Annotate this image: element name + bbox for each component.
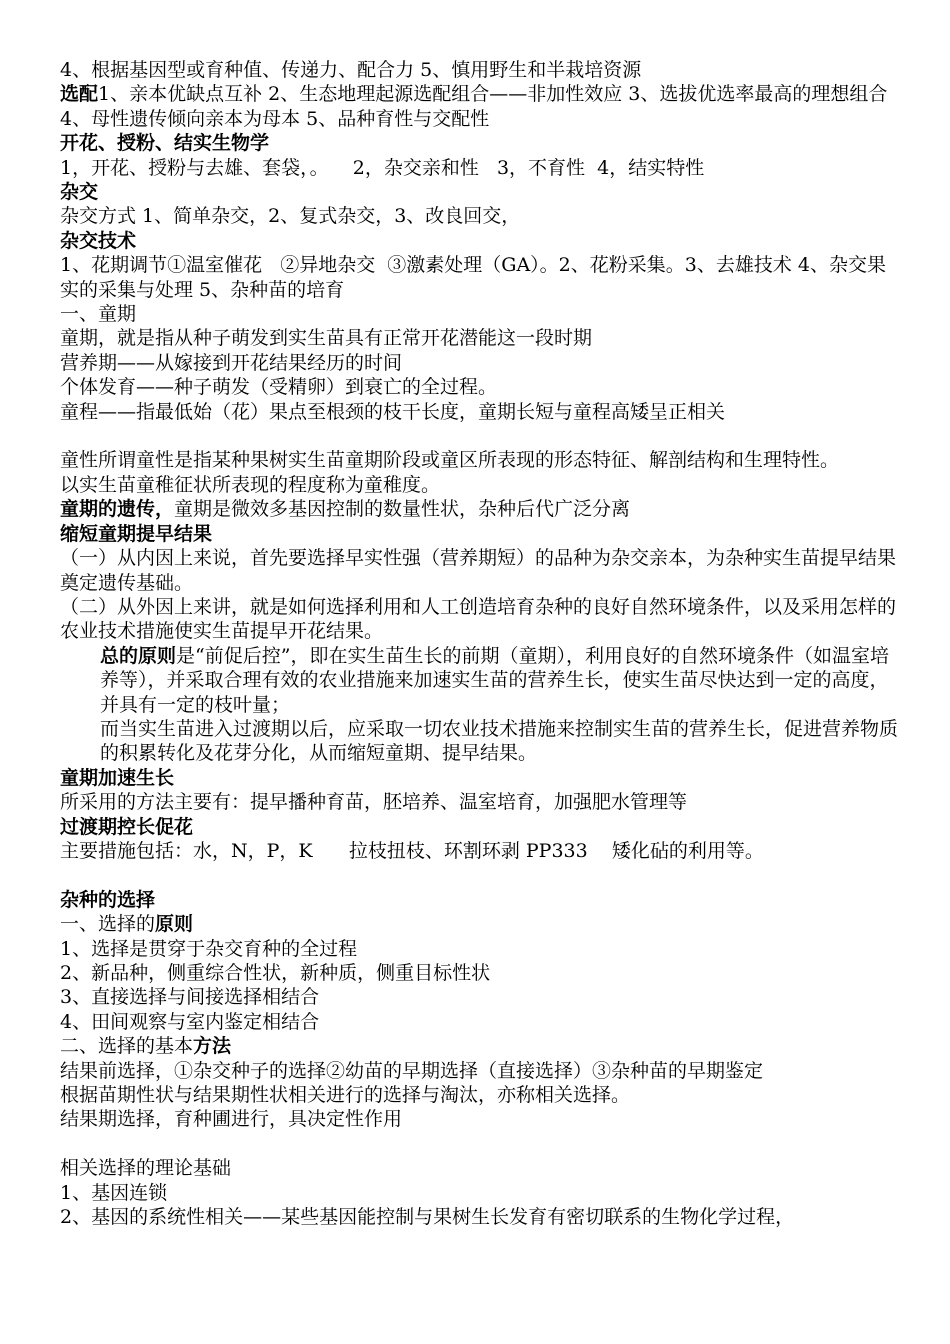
paragraph-text: 而当实生苗进入过渡期以后，应采取一切农业技术措施来控制实生苗的营养生长，促进营养物质的积累转化及花芽分化，从而缩短童期、提早结果。 bbox=[100, 717, 899, 765]
list-item: 3、直接选择与间接选择相结合 bbox=[60, 986, 320, 1009]
section-heading: 杂交 bbox=[60, 181, 99, 204]
section-heading: 杂交技术 bbox=[60, 229, 137, 252]
list-item: 2、新品种，侧重综合性状，新种质，侧重目标性状 bbox=[60, 962, 491, 984]
list-item: 4、田间观察与室内鉴定相结合 bbox=[60, 1010, 320, 1033]
text-line: 结果前选择，①杂交种子的选择②幼苗的早期选择（直接选择）③杂种苗的早期鉴定 bbox=[60, 1059, 764, 1082]
paragraph-text: 是“前促后控”，即在实生苗生长的前期（童期），利用良好的自然环境条件（如温室培养等），并采取合理有效的农业措施来加速实生苗的营养生长，使实生苗尽快达到一定的高度，并具有一定的枝叶量； bbox=[100, 644, 889, 716]
list-item: 2、基因的系统性相关——某些基因能控制与果树生长发育有密切联系的生物化学过程， bbox=[60, 1206, 795, 1229]
text-line: 童程——指最低始（花）果点至根颈的枝干长度，童期长短与童程高矮呈正相关 bbox=[60, 400, 726, 423]
paragraph-juvenile-genetics bbox=[60, 497, 900, 521]
subheading-prefix: 二、选择的基本 bbox=[60, 1035, 194, 1058]
blank-line bbox=[60, 424, 900, 448]
text-line: 根据苗期性状与结果期性状相关进行的选择与淘汰，亦称相关选择。 bbox=[60, 1084, 631, 1107]
subheading-principles bbox=[60, 912, 900, 936]
section-heading: 缩短童期提早结果 bbox=[60, 522, 213, 545]
paragraph-text: （二）从外因上来讲，就是如何选择利用和人工创造培育杂种的良好自然环境条件，以及采用怎样的农业技术措施使实生苗提早开花结果。 bbox=[60, 595, 897, 643]
subheading-prefix: 一、选择的 bbox=[60, 913, 156, 936]
document-page bbox=[60, 58, 900, 1229]
paragraph-text: （一）从内因上来说，首先要选择早实性强（营养期短）的品种为杂交亲本，为杂种实生苗提早结果奠定遗传基础。 bbox=[60, 547, 897, 594]
paragraph-general-principle bbox=[60, 644, 900, 717]
subheading-methods bbox=[60, 1034, 900, 1058]
paragraph-text: 1、花期调节①温室催花 ②异地杂交 ③激素处理（GA）。2、花粉采集。3、去雄技术 4、杂交果实的采集与处理 5、杂种苗的培育 bbox=[60, 254, 886, 301]
text-line: 营养期——从嫁接到开花结果经历的时间 bbox=[60, 351, 403, 374]
section-heading: 过渡期控长促花 bbox=[60, 815, 194, 838]
list-item: 1、基因连锁 bbox=[60, 1181, 168, 1204]
paragraph-text: 童期是微效多基因控制的数量性状，杂种后代广泛分离 bbox=[174, 498, 631, 521]
heading-inline: 选配 bbox=[60, 83, 99, 106]
blank-line bbox=[60, 863, 900, 887]
subheading-bold: 方法 bbox=[193, 1035, 232, 1058]
section-heading: 童期加速生长 bbox=[60, 766, 175, 789]
text-line: 一、童期 bbox=[60, 303, 137, 326]
text-line: 童期，就是指从种子萌发到实生苗具有正常开花潜能这一段时期 bbox=[60, 327, 593, 350]
text-line: 所采用的方法主要有：提早播种育苗，胚培养、温室培育，加强肥水管理等 bbox=[60, 791, 688, 814]
heading-inline: 童期的遗传， bbox=[60, 498, 175, 521]
blank-line bbox=[60, 1132, 900, 1156]
paragraph-text: 1、亲本优缺点互补 2、生态地理起源选配组合——非加性效应 3、选拔优选率最高的理想组合 4、母性遗传倾向亲本为母本 5、品种育性与交配性 bbox=[60, 83, 894, 130]
text-line: 以实生苗童稚征状所表现的程度称为童稚度。 bbox=[60, 473, 441, 496]
text-line: 杂交方式 1、简单杂交，2、复式杂交，3、改良回交， bbox=[60, 205, 521, 228]
paragraph-text: 童性所谓童性是指某种果树实生苗童期阶段或童区所表现的形态特征、解剖结构和生理特性。 bbox=[60, 449, 840, 472]
paragraph-selection-pairing bbox=[60, 82, 900, 131]
text-line: 结果期选择，育种圃进行，具决定性作用 bbox=[60, 1108, 403, 1131]
heading-inline: 总的原则 bbox=[100, 644, 177, 667]
text-line: 1，开花、授粉与去雄、套袋，。 2，杂交亲和性 3，不育性 4，结实特性 bbox=[60, 156, 705, 179]
text-line: 4、根据基因型或育种值、传递力、配合力 5、慎用野生和半栽培资源 bbox=[60, 59, 642, 81]
text-line: 个体发育——种子萌发（受精卵）到衰亡的全过程。 bbox=[60, 376, 498, 399]
list-item: 1、选择是贯穿于杂交育种的全过程 bbox=[60, 937, 358, 960]
section-heading: 杂种的选择 bbox=[60, 888, 156, 911]
section-heading: 开花、授粉、结实生物学 bbox=[60, 132, 270, 155]
text-line: 主要措施包括：水，N，P，K 拉枝扭枝、环割环剥 PP333 矮化砧的利用等。 bbox=[60, 839, 764, 862]
subheading-bold: 原则 bbox=[155, 913, 194, 936]
text-line: 相关选择的理论基础 bbox=[60, 1157, 232, 1180]
